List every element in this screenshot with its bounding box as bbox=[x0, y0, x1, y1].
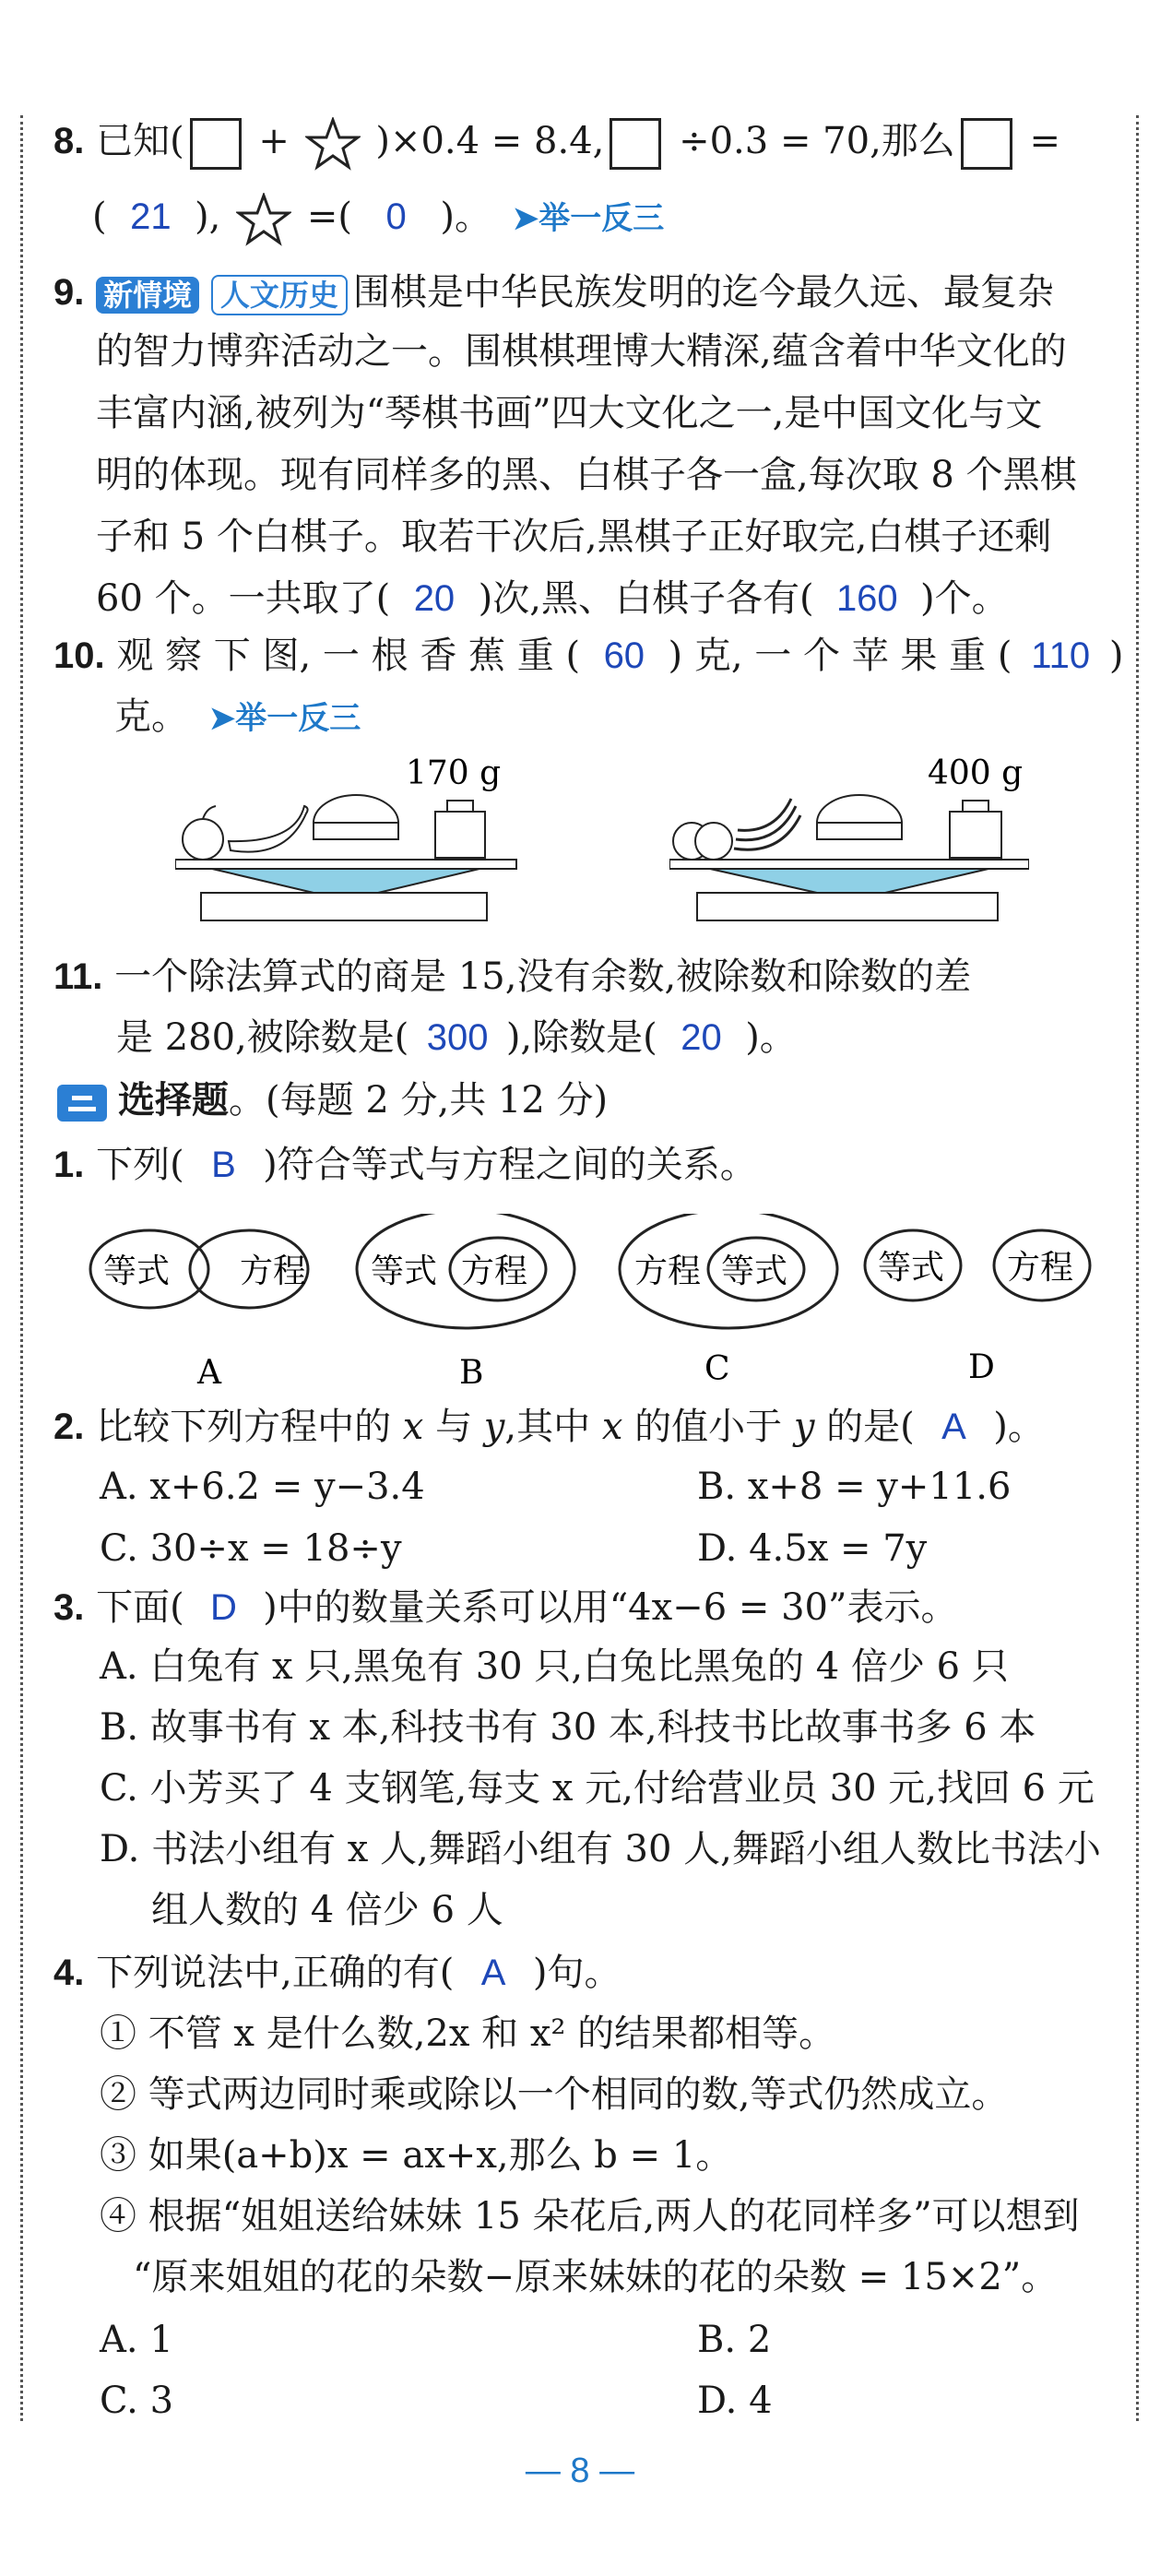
balance-scale-1 bbox=[175, 747, 526, 941]
option-label-d: D bbox=[968, 1348, 995, 1386]
left-dotted-border bbox=[20, 115, 23, 2421]
weight-label-1: 170 g bbox=[406, 754, 502, 792]
q10-line1: 10. 观 察 下 图, 一 根 香 蕉 重 ( 60 ) 克, 一 个 苹 果 重 ( 110 ) bbox=[53, 631, 1124, 681]
star-icon bbox=[236, 193, 291, 246]
c2-option-b: B. x+8 = y+11.6 bbox=[697, 1466, 1012, 1508]
venn-a-equation: 等式 bbox=[103, 1252, 171, 1290]
q10-line2: 克。 ➤举一反三 bbox=[114, 695, 361, 738]
c2-option-d: D. 4.5x = 7y bbox=[697, 1527, 928, 1570]
c2-option-c: C. 30÷x = 18÷y bbox=[100, 1527, 402, 1570]
q9-line2: 的智力博弈活动之一。围棋棋理博大精深,蕴含着中华文化的 bbox=[96, 330, 1067, 373]
c4-option-c: C. 3 bbox=[100, 2380, 174, 2422]
c3-line1: 3. 下面( D )中的数量关系可以用“4x−6 = 30”表示。 bbox=[53, 1583, 957, 1632]
venn-b-equation: 等式 bbox=[371, 1252, 438, 1290]
c2-option-a: A. x+6.2 = y−3.4 bbox=[100, 1466, 425, 1508]
c1-answer: B bbox=[211, 1145, 236, 1185]
c4-line1: 4. 下列说法中,正确的有( A )句。 bbox=[53, 1948, 621, 1998]
new-context-tag: 新情境 bbox=[96, 277, 199, 314]
square-box-icon bbox=[610, 118, 661, 170]
q9-line5: 子和 5 个白棋子。取若干次后,黑棋子正好取完,白棋子还剩 bbox=[96, 516, 1052, 558]
venn-b-formula: 方程 bbox=[461, 1252, 528, 1290]
q8-answer-2: 0 bbox=[385, 196, 407, 237]
option-label-a: A bbox=[197, 1354, 221, 1392]
q9-line6: 60 个。一共取了( 20 )次,黑、白棋子各有( 160 )个。 bbox=[96, 574, 1009, 623]
c4-option-d: D. 4 bbox=[697, 2380, 773, 2422]
q9-line1: 9. 新情境 人文历史 围棋是中华民族发明的迄今最久远、最复杂 bbox=[53, 271, 1054, 314]
q8-line1: 8. 已知( + )×0.4 = 8.4, ÷0.3 = 70,那么 = bbox=[53, 116, 1060, 171]
q9-line4: 明的体现。现有同样多的黑、白棋子各一盒,每次取 8 个黑棋 bbox=[96, 454, 1077, 496]
c4-statement-2: ② 等式两边同时乘或除以一个相同的数,等式仍然成立。 bbox=[100, 2073, 1009, 2116]
c3-answer: D bbox=[209, 1587, 237, 1628]
c2-line1: 2. 比较下列方程中的 x 与 y,其中 x 的值小于 y 的是( A )。 bbox=[53, 1402, 1045, 1452]
balance-scale-2 bbox=[669, 747, 1029, 941]
c4-option-b: B. 2 bbox=[697, 2319, 772, 2361]
venn-d-formula: 方程 bbox=[1007, 1249, 1074, 1287]
c3-option-d-line2: 组人数的 4 倍少 6 人 bbox=[151, 1889, 503, 1931]
q10-answer-1: 60 bbox=[603, 635, 645, 676]
venn-c-formula: 方程 bbox=[634, 1252, 702, 1290]
q9-answer-2: 160 bbox=[835, 578, 898, 619]
q8-practice-link[interactable]: ➤举一反三 bbox=[512, 201, 665, 236]
page-number: — 8 — bbox=[525, 2451, 635, 2490]
square-box-icon bbox=[190, 118, 242, 170]
venn-c-equation: 等式 bbox=[721, 1252, 788, 1290]
c4-statement-1: ① 不管 x 是什么数,2x 和 x² 的结果都相等。 bbox=[100, 2012, 836, 2055]
star-icon bbox=[305, 117, 361, 171]
section-header: 选择题。(每题 2 分,共 12 分) bbox=[57, 1075, 608, 1125]
q10-answer-2: 110 bbox=[1031, 635, 1091, 676]
venn-a-formula: 方程 bbox=[240, 1252, 307, 1290]
c4-statement-4b: “原来姐姐的花的朵数−原来妹妹的花的朵数 = 15×2”。 bbox=[133, 2256, 1059, 2298]
section-two-badge-icon bbox=[57, 1085, 107, 1122]
weight-label-2: 400 g bbox=[928, 754, 1024, 792]
q11-answer-2: 20 bbox=[681, 1017, 722, 1058]
c3-option-a: A. 白兔有 x 只,黑兔有 30 只,白兔比黑兔的 4 倍少 6 只 bbox=[100, 1645, 1009, 1688]
q10-practice-link[interactable]: ➤举一反三 bbox=[208, 701, 361, 736]
option-label-b: B bbox=[459, 1354, 484, 1392]
c3-option-d-line1: D. 书法小组有 x 人,舞蹈小组有 30 人,舞蹈小组人数比书法小 bbox=[100, 1828, 1101, 1870]
q8-line2: ( 21 ), =( 0 )。 ➤举一反三 bbox=[92, 192, 664, 246]
right-dotted-border bbox=[1136, 115, 1139, 2421]
q9-line3: 丰富内涵,被列为“琴棋书画”四大文化之一,是中国文化与文 bbox=[96, 392, 1043, 434]
q8-answer-1: 21 bbox=[130, 196, 172, 237]
c3-option-b: B. 故事书有 x 本,科技书有 30 本,科技书比故事书多 6 本 bbox=[100, 1706, 1036, 1749]
q9-answer-1: 20 bbox=[413, 578, 456, 619]
c4-answer: A bbox=[480, 1953, 506, 1993]
c3-option-c: C. 小芳买了 4 支钢笔,每支 x 元,付给营业员 30 元,找回 6 元 bbox=[100, 1767, 1095, 1810]
square-box-icon bbox=[961, 118, 1012, 170]
venn-d-equation: 等式 bbox=[878, 1249, 945, 1287]
c1-line1: 1. 下列( B )符合等式与方程之间的关系。 bbox=[53, 1140, 757, 1190]
q11-line1: 11. 一个除法算式的商是 15,没有余数,被除数和除数的差 bbox=[53, 956, 972, 998]
c4-statement-3: ③ 如果(a+b)x = ax+x,那么 b = 1。 bbox=[100, 2134, 733, 2177]
q11-answer-1: 300 bbox=[426, 1017, 489, 1058]
c2-answer: A bbox=[941, 1407, 966, 1447]
c4-statement-4a: ④ 根据“姐姐送给妹妹 15 朵花后,两人的花同样多”可以想到 bbox=[100, 2195, 1080, 2238]
c4-option-a: A. 1 bbox=[100, 2319, 173, 2361]
option-label-c: C bbox=[704, 1350, 730, 1388]
humanities-tag: 人文历史 bbox=[211, 275, 348, 315]
q11-line2: 是 280,被除数是( 300 ),除数是( 20 )。 bbox=[116, 1013, 797, 1062]
venn-options bbox=[83, 1214, 1107, 1398]
